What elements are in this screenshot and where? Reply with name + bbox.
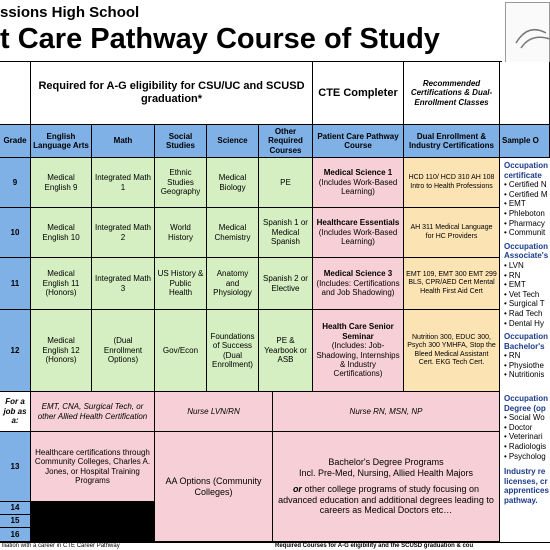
occupation-cert-list: [504, 180, 550, 238]
cte-12: [313, 310, 404, 392]
math-12: (Dual Enrollment Options): [92, 310, 155, 392]
occupation-bachelor-heading: Occupation Bachelor's: [504, 332, 549, 351]
math-11: Integrated Math 3: [92, 258, 155, 310]
list-item: • Dental Hy: [504, 319, 550, 329]
aa-options: AA Options (Community Colleges): [155, 432, 273, 542]
grade-12: 12: [0, 310, 31, 392]
sample-occupations-column: [500, 158, 550, 542]
sci-9: Medical Biology: [207, 158, 259, 208]
dual-12: Nutrition 300, EDUC 300, Psych 300 YMHFA, Stop the Bleed Medical Assistant Cert. EKG Tech Cert.: [404, 310, 500, 392]
ss-12: Gov/Econ: [155, 310, 207, 392]
list-item: • RN: [504, 271, 550, 281]
sci-12: Foundations of Success (Dual Enrollment): [207, 310, 259, 392]
ss-9: Ethnic Studies Geography: [155, 158, 207, 208]
bachelors-more-text: other college programs of study focusing on advanced education and additional degrees leading to careers as Medical Doctors etc…: [278, 484, 494, 516]
header-pathway-course: Patient Care Pathway Course: [313, 125, 404, 158]
list-item: • Veterinari: [504, 432, 550, 442]
list-item: • Pharmacy: [504, 219, 550, 229]
list-item: • Social Wo: [504, 413, 550, 423]
bachelors-more: [275, 484, 497, 516]
list-item: • RN: [504, 351, 550, 361]
header-dual-enrollment: Dual Enrollment & Industry Certifications: [404, 125, 500, 158]
header-grade: Grade: [0, 125, 31, 158]
cte-title: Health Care Senior Seminar: [322, 322, 394, 341]
occupation-bachelor-list: [504, 351, 550, 380]
school-name: ssions High School: [0, 4, 140, 21]
ela-12: Medical English 12 (Honors): [31, 310, 92, 392]
page-title: t Care Pathway Course of Study: [0, 23, 440, 55]
occupation-cert-heading: Occupation certificate: [504, 161, 549, 180]
other-11: Spanish 2 or Elective: [259, 258, 313, 310]
recommended-heading: Recommended Certifications & Dual-Enrollment Classes: [404, 62, 500, 125]
logo-image: [505, 2, 550, 64]
list-item: • Doctor: [504, 423, 550, 433]
cte-9: [313, 158, 404, 208]
bachelors-programs: [273, 432, 500, 542]
sci-10: Medical Chemistry: [207, 208, 259, 258]
other-12: PE & Yearbook or ASB: [259, 310, 313, 392]
cte-title: Healthcare Essentials: [316, 218, 400, 228]
occupation-associate-list: [504, 261, 550, 328]
cte-10: [313, 208, 404, 258]
dual-9: HCD 110/ HCD 310 AH 108 Intro to Health Professions: [404, 158, 500, 208]
list-item: • Certified N: [504, 180, 550, 190]
footer-left: lliation with a career in CTE Career Pathway: [2, 543, 120, 549]
occupation-degree-list: [504, 413, 550, 461]
cte-11: [313, 258, 404, 310]
bachelors-subtitle: Incl. Pre-Med, Nursing, Allied Health Majors: [298, 467, 474, 478]
ela-11: Medical English 11 (Honors): [31, 258, 92, 310]
header-math: Math: [92, 125, 155, 158]
dual-11: EMT 109, EMT 300 EMT 299 BLS, CPR/AED Cert Mental Health First Aid Cert: [404, 258, 500, 310]
bachelors-title: Bachelor's Degree Programs: [328, 456, 444, 467]
cte-completer-heading: CTE Completer: [313, 62, 404, 125]
math-9: Integrated Math 1: [92, 158, 155, 208]
ss-11: US History & Public Health: [155, 258, 207, 310]
list-item: • Communit: [504, 228, 550, 238]
list-item: • Physiothe: [504, 361, 550, 371]
super-sample-blank: [500, 62, 550, 125]
cte-note: (Includes: Job-Shadowing, Internships & Industry Certifications): [316, 341, 400, 379]
ss-10: World History: [155, 208, 207, 258]
footer: [0, 542, 550, 550]
super-blank: [0, 62, 31, 125]
cert-programs: Healthcare certifications through Community Colleges, Charles A. Jones, or Hospital Training Programs: [31, 432, 155, 502]
grade-16: 16: [0, 528, 31, 542]
ag-requirements-heading: Required for A-G eligibility for CSU/UC and SCUSD graduation*: [31, 62, 313, 125]
other-9: PE: [259, 158, 313, 208]
list-item: • Certified M: [504, 190, 550, 200]
header-social-studies: Social Studies: [155, 125, 207, 158]
other-10: Spanish 1 or Medical Spanish: [259, 208, 313, 258]
list-item: • Nutritionis: [504, 370, 550, 380]
dual-10: AH 311 Medical Language for HC Providers: [404, 208, 500, 258]
footer-right: Required Courses for A-G eligibility and the SCUSD graduation & cou: [275, 543, 474, 549]
header-science: Science: [207, 125, 259, 158]
industry-note: Industry re licenses, cr apprentices pathway.: [504, 467, 549, 505]
cte-title: Medical Science 3: [323, 269, 393, 279]
ela-9: Medical English 9: [31, 158, 92, 208]
grade-15: 15: [0, 515, 31, 528]
cte-title: Medical Science 1: [323, 168, 393, 178]
grade-13: 13: [0, 432, 31, 502]
list-item: • Psycholog: [504, 452, 550, 462]
job-nurse-lvn: Nurse LVN/RN: [155, 392, 273, 432]
grade-10: 10: [0, 208, 31, 258]
job-label: For a job as a:: [0, 392, 31, 432]
or-word: or: [292, 484, 302, 495]
cte-note: (Includes: Certifications and Job Shadowing): [316, 278, 400, 298]
blank-black-block: [31, 502, 155, 542]
list-item: • Surgical T: [504, 299, 550, 309]
grade-14: 14: [0, 502, 31, 515]
sci-11: Anatomy and Physiology: [207, 258, 259, 310]
list-item: • Radiologis: [504, 442, 550, 452]
list-item: • LVN: [504, 261, 550, 271]
list-item: • Vet Tech: [504, 290, 550, 300]
header-ela: English Language Arts: [31, 125, 92, 158]
grade-9: 9: [0, 158, 31, 208]
job-allied-health: EMT, CNA, Surgical Tech, or other Allied Health Certification: [31, 392, 155, 432]
list-item: • EMT: [504, 199, 550, 209]
list-item: • Rad Tech: [504, 309, 550, 319]
list-item: • EMT: [504, 280, 550, 290]
header-other-courses: Other Required Courses: [259, 125, 313, 158]
job-nurse-rn: Nurse RN, MSN, NP: [273, 392, 500, 432]
math-10: Integrated Math 2: [92, 208, 155, 258]
header-sample-occupations: Sample O: [500, 125, 550, 158]
cte-note: (Includes Work-Based Learning): [318, 227, 398, 247]
occupation-degree-heading: Occupation Degree (op: [504, 394, 549, 413]
list-item: • Phleboton: [504, 209, 550, 219]
cte-note: (Includes Work-Based Learning): [318, 177, 398, 197]
ela-10: Medical English 10: [31, 208, 92, 258]
occupation-associate-heading: Occupation Associate's: [504, 241, 549, 261]
grade-11: 11: [0, 258, 31, 310]
